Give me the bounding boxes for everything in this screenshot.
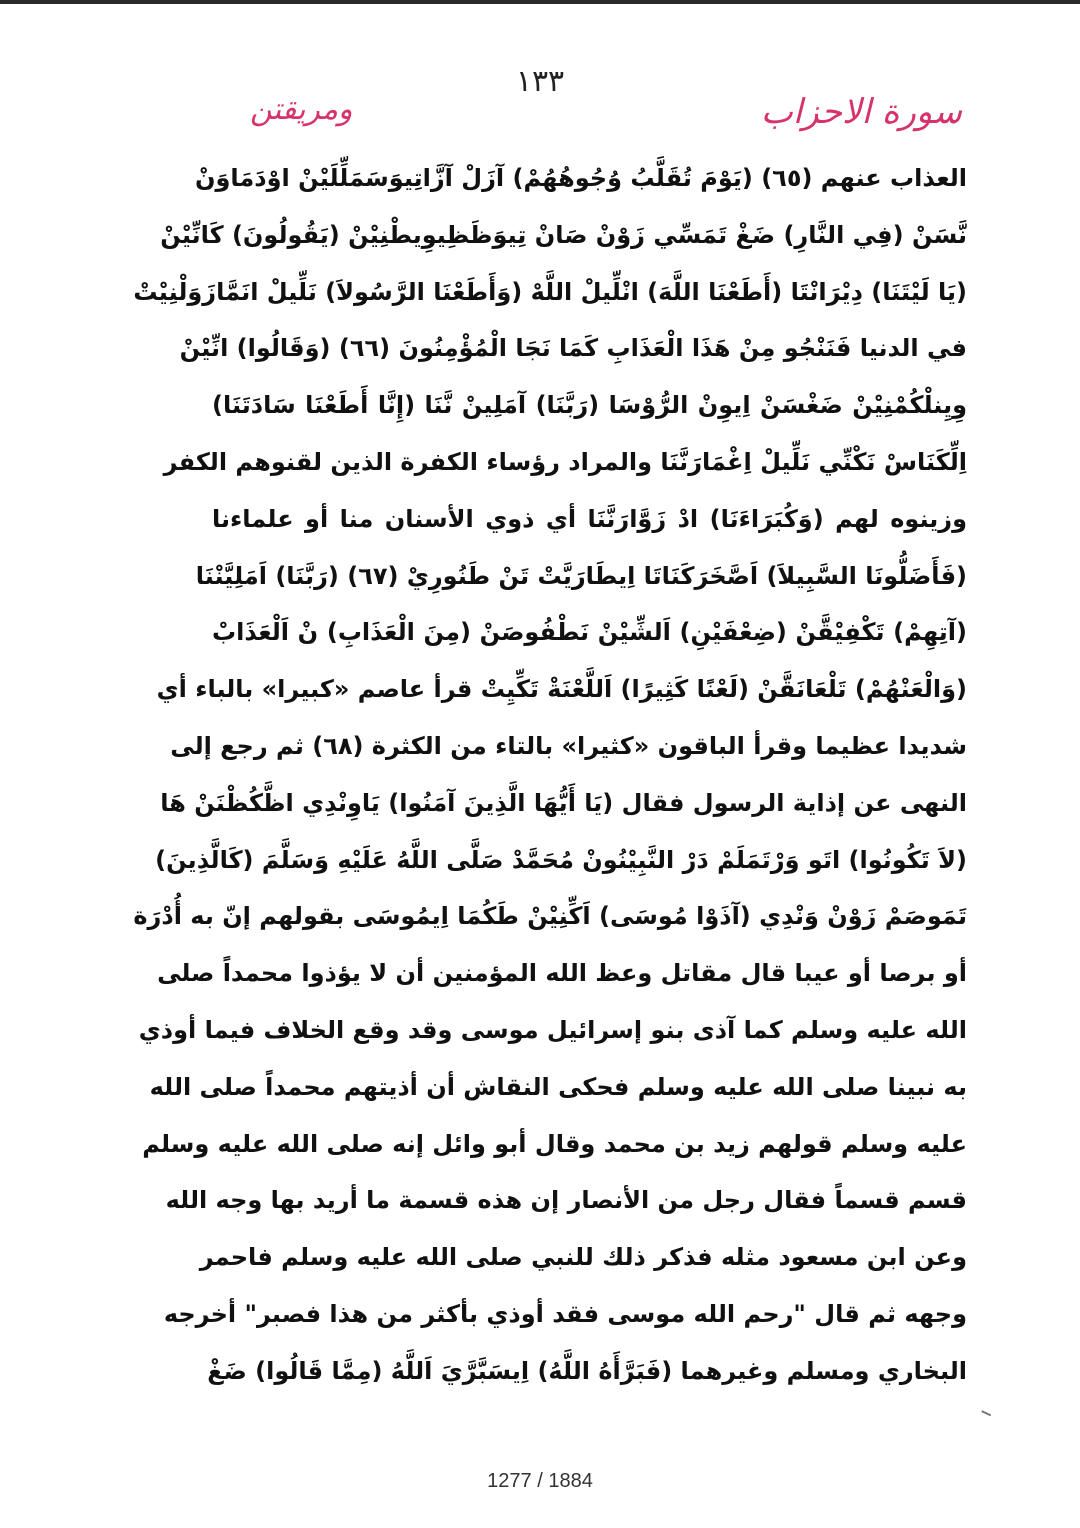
scan-mark	[979, 1410, 991, 1421]
text-line: (لاَ تَكُونُوا) اتَو وَرْتَمَلَمْ دَرْ النَّبِيْنُونْ مُحَمَّدْ صَلَّى اللَّهُ عَلَيْهِ وَسَلَّمَ (كَالَّذِينَ)	[155, 845, 967, 874]
text-line: وجهه ثم قال "رحم الله موسى فقد أوذي بأكثر من هذا فصبر" أخرجه	[163, 1299, 967, 1328]
text-line: أو برصا أو عيبا قال مقاتل وعظ الله المؤمنين أن لا يؤذوا محمداً صلى	[157, 959, 967, 988]
text-line: شديدا عظيما وقرأ الباقون «كثيرا» بالتاء من الكثرة (٦٨) ثم رجع إلى	[170, 731, 967, 760]
page-body-text	[133, 150, 967, 1400]
text-line: في الدنيا فَنَنْجُو مِنْ هَذَا الْعَذَابِ كَمَا نَجَا الْمُؤْمِنُونَ (٦٦) (وَقَالُوا) انِّيْنْ	[179, 334, 967, 363]
text-line: (يَا لَيْتَنَا) دِيْرَانْتَا (أَطَعْنَا اللَّهَ) انْلِّيلْ اللَّهْ (وَأَطَعْنَا الرَّسُولاَ) نَلِّيلْ انَمَّازَوَلْنِيْتْ	[133, 277, 967, 306]
text-line: العذاب عنهم (٦٥) (يَوْمَ تُقَلَّبُ وُجُوهُهُمْ) آزَلْ آزَّاتِيوَسَمَلِّلَيْنْ اوْدَمَاوَنْ	[195, 164, 967, 192]
text-line: تَمَوصَمْ زَوْنْ وَنْدِي (آذَوْا مُوسَى) اَكِّنِيْنْ طَكُمَا اِيمُوسَى بقولهم إنّ به أُدْرَة	[133, 902, 967, 931]
text-line: وعن ابن مسعود مثله فذكر ذلك للنبي صلى الله عليه وسلم فاحمر	[199, 1243, 967, 1272]
text-line: (فَأَضَلُّونَا السَّبِيلاَ) اَصَّخَرَكَنَاتَا اِيطَارَيَّتْ تَنْ طَنُورِيْ (٦٧) (رَبَّنَا) اَمَلِيَّنْنَا	[195, 561, 967, 590]
text-line: قسم قسماً فقال رجل من الأنصار إن هذه قسمة ما أريد بها وجه الله	[165, 1186, 967, 1215]
page-counter: 1277 / 1884	[487, 1470, 593, 1492]
text-line: به نبينا صلى الله عليه وسلم فحكى النقاش أن أذيتهم محمداً صلى الله	[149, 1072, 967, 1101]
handwritten-surah-note: سورة الاحزاب	[760, 92, 962, 132]
text-line: (وَالْعَنْهُمْ) تَلْعَانَقَّنْ (لَعْنًا كَثِيرًا) اَللَّعْنَةْ تَكِّيِتْ قرأ عاصم «كبيرا» بالباء أي	[156, 675, 967, 704]
text-line: (آتِهِمْ) تَكْفِيْقَّنْ (ضِعْفَيْنِ) اَلشِّيْنْ نَطْفُوصَنْ (مِنَ الْعَذَابِ) نْ اَلْعَذَابْ	[212, 618, 967, 647]
text-line: وِيِنلْكُمْنِيْنْ ضَغْسَنْ اِيوِنْ الرُّوْسَا (رَبَّنَا) آمَلِينْ نَّنَا (إِنَّا أَطَعْنَا سَادَتَنَا)	[212, 391, 967, 420]
text-line: عليه وسلم قولهم زيد بن محمد وقال أبو وائل إنه صلى الله عليه وسلم	[142, 1129, 967, 1158]
text-line: الله عليه وسلم كما آذى بنو إسرائيل موسى وقد وقع الخلاف فيما أوذي	[138, 1015, 967, 1044]
text-line: النهى عن إذاية الرسول فقال (يَا أَيُّهَا الَّذِينَ آمَنُوا) يَاوِنْدِي اظَّكُظْنَنْ هَا	[160, 788, 967, 817]
scan-top-edge	[0, 0, 1080, 4]
text-line: نَّسَنْ (فِي النَّارِ) ضَغْ تَمَسِّي زَوْنْ صَانْ تِيوَظَظِيوِيطْنِيْنْ (يَقُولُونَ) كَانِّيْنْ	[160, 220, 967, 249]
text-line: اِلِّكَنَاسْ نَكْنِّي نَلِّيلْ اِغْمَارَنَّنَا والمراد رؤساء الكفرة الذين لقنوهم الكفر	[163, 447, 967, 476]
text-line: وزينوه لهم (وَكُبَرَاءَنَا) ادْ زَوَّارَنَّنَا أي ذوي الأسنان منا أو علماءنا	[212, 504, 967, 533]
page-number: ١٣٣	[515, 64, 565, 99]
text-line: البخاري ومسلم وغيرهما (فَبَرَّأَهُ اللَّهُ) اِيسَبَّرَّيَ اَللَّهُ (مِمَّا قَالُوا) ضَغْ	[207, 1356, 967, 1385]
handwritten-margin-note: ومريقتن	[250, 92, 353, 127]
